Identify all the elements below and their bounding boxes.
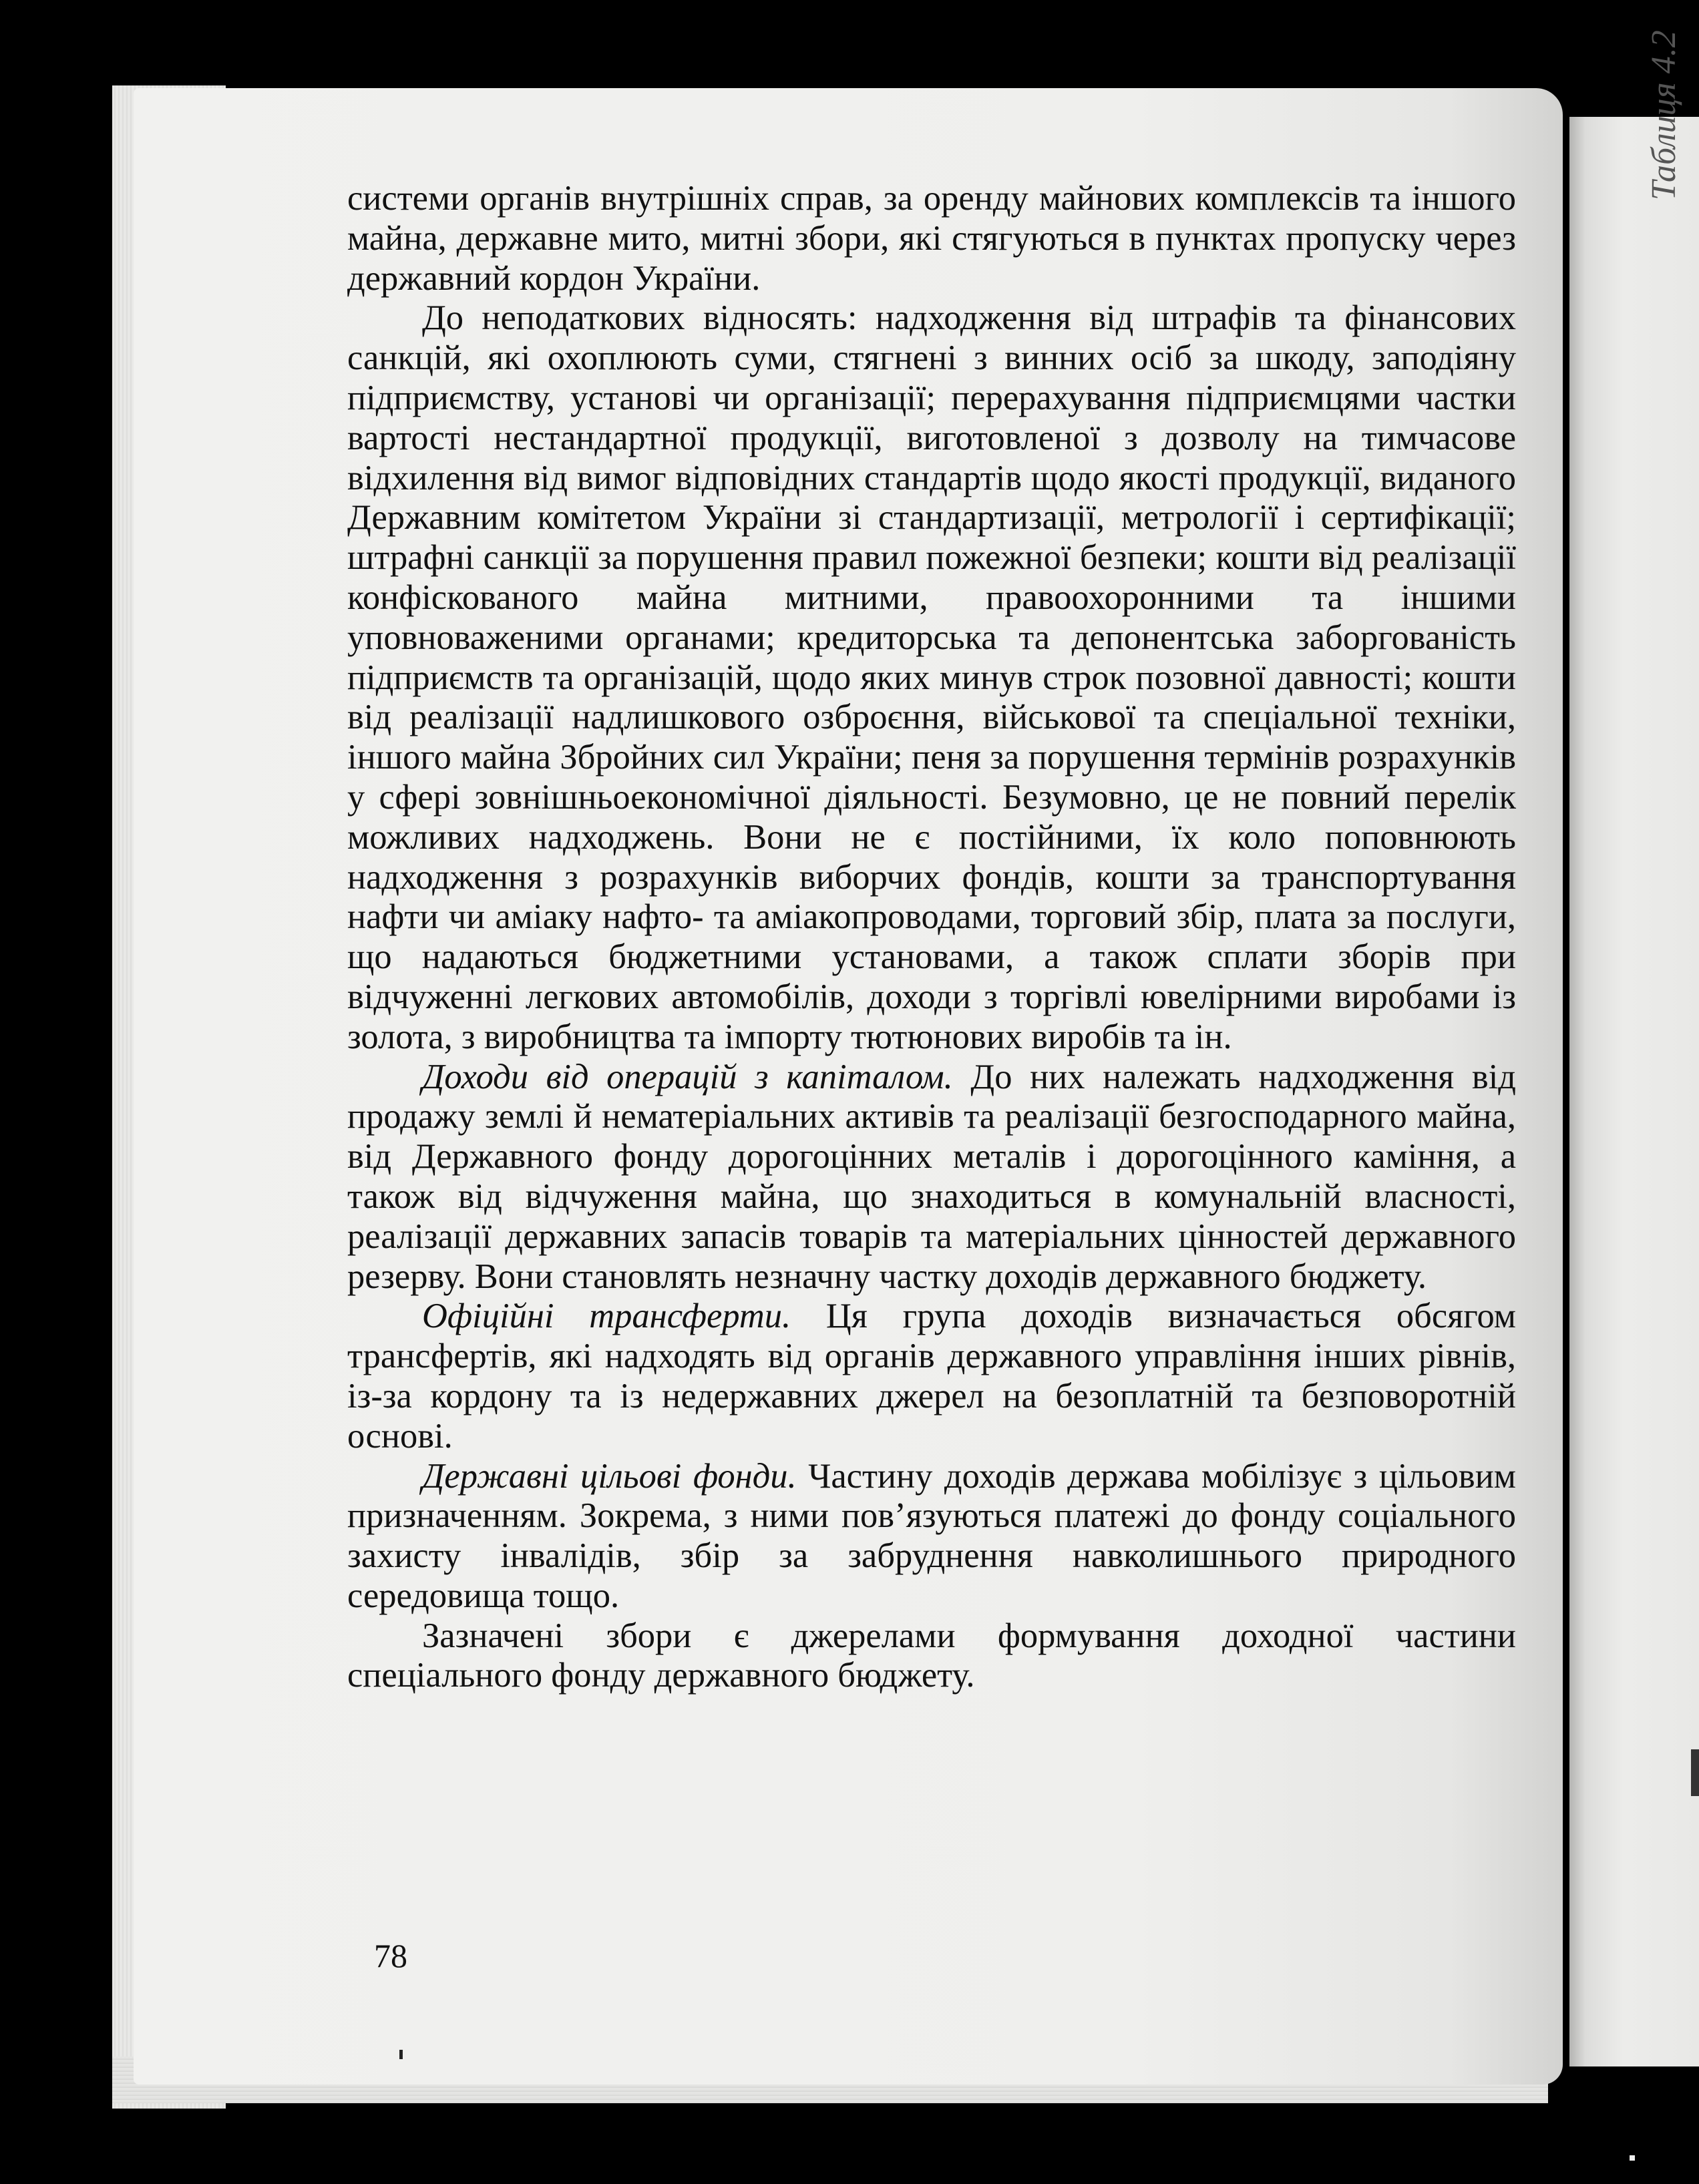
ink-speck	[399, 2050, 403, 2059]
paragraph-6-text: Зазначені збори є джерелами формування доходної частини спеціального фонду державного бюджету.	[347, 1616, 1516, 1695]
facing-page	[1569, 117, 1699, 2066]
paragraph-2	[347, 298, 1516, 1057]
paragraph-1-text: системи органів внутрішніх справ, за оренду майнових комплексів та іншого майна, державне мито, митні збори, які стягуються в пунктах пропуску через державний кордон України.	[347, 179, 1516, 298]
paragraph-5-lead: Державні цільові фонди.	[422, 1456, 797, 1496]
paragraph-1	[347, 179, 1516, 298]
paragraph-3-text: До них належать надходження від продажу землі й нематеріальних активів та реалізації безгосподарного майна, від Державного фонду дорогоцінних металів і дорогоцінного каміння, а також від відчуження майна, що знаходиться в комунальній власності, реалізації державних запасів товарів та матеріальних цінностей державного резерву. Вони становлять незначну частку доходів державного бюджету.	[347, 1057, 1516, 1296]
facing-page-caption: Таблиця 4.2	[1645, 30, 1683, 200]
paragraph-4-lead: Офіційні трансферти.	[422, 1297, 791, 1336]
page-text	[347, 179, 1516, 1696]
paragraph-2-text: До неподаткових відносять: надходження від штрафів та фінансових санкцій, які охоплюють суми, стягнені з винних осіб за шкоду, заподіяну підприємству, установі чи організації; перерахування підприємцями частки вартості нестандартної продукції, виготовленої з дозволу на тимчасове відхилення від вимог відповідних стандартів щодо якості продукції, виданого Державним комітетом України зі стандартизації, метрології і сертифікації; штрафні санкції за порушення правил пожежної безпеки; кошти від реалізації конфіскованого майна митними, правоохоронними та іншими уповноваженими органами; кредиторська та депонентська заборгованість підприємств та організацій, щодо яких минув строк позовної давності; кошти від реалізації надлишкового озброєння, військової та спеціальної техніки, іншого майна Збройних сил України; пеня за порушення термінів розрахунків у сфері зовнішньоекономічної діяльності. Безумовно, це не повний перелік можливих надходжень. Вони не є постійними, їх коло поповнюють надходження з розрахунків виборчих фондів, кошти за транспортування нафти чи аміаку нафто- та аміакопроводами, торговий збір, плата за послуги, що надаються бюджетними установами, а також сплати зборів при відчуженні легкових автомобілів, доходи з торгівлі ювелірними виробами із золота, з виробництва та імпорту тютюнових виробів та ін.	[347, 298, 1516, 1056]
scan-speck	[1630, 2155, 1635, 2161]
paragraph-4	[347, 1297, 1516, 1456]
paragraph-5	[347, 1457, 1516, 1616]
page-number: 78	[374, 1937, 407, 1974]
paragraph-4-text: Ця група доходів визначається обсягом трансфертів, які надходять від органів державного управління інших рівнів, із-за кордону та із недержавних джерел на безоплатній та безповоротній основі.	[347, 1297, 1516, 1456]
paragraph-3	[347, 1058, 1516, 1297]
paragraph-6	[347, 1616, 1516, 1697]
paragraph-5-text: Частину доходів держава мобілізує з цільовим призначенням. Зокрема, з ними пов’язуються платежі до фонду соціального захисту інвалідів, збір за забруднення навколишнього природного середовища тощо.	[347, 1456, 1517, 1615]
facing-page-mark	[1691, 1749, 1699, 1796]
paragraph-3-lead: Доходи від операцій з капіталом.	[422, 1057, 953, 1096]
